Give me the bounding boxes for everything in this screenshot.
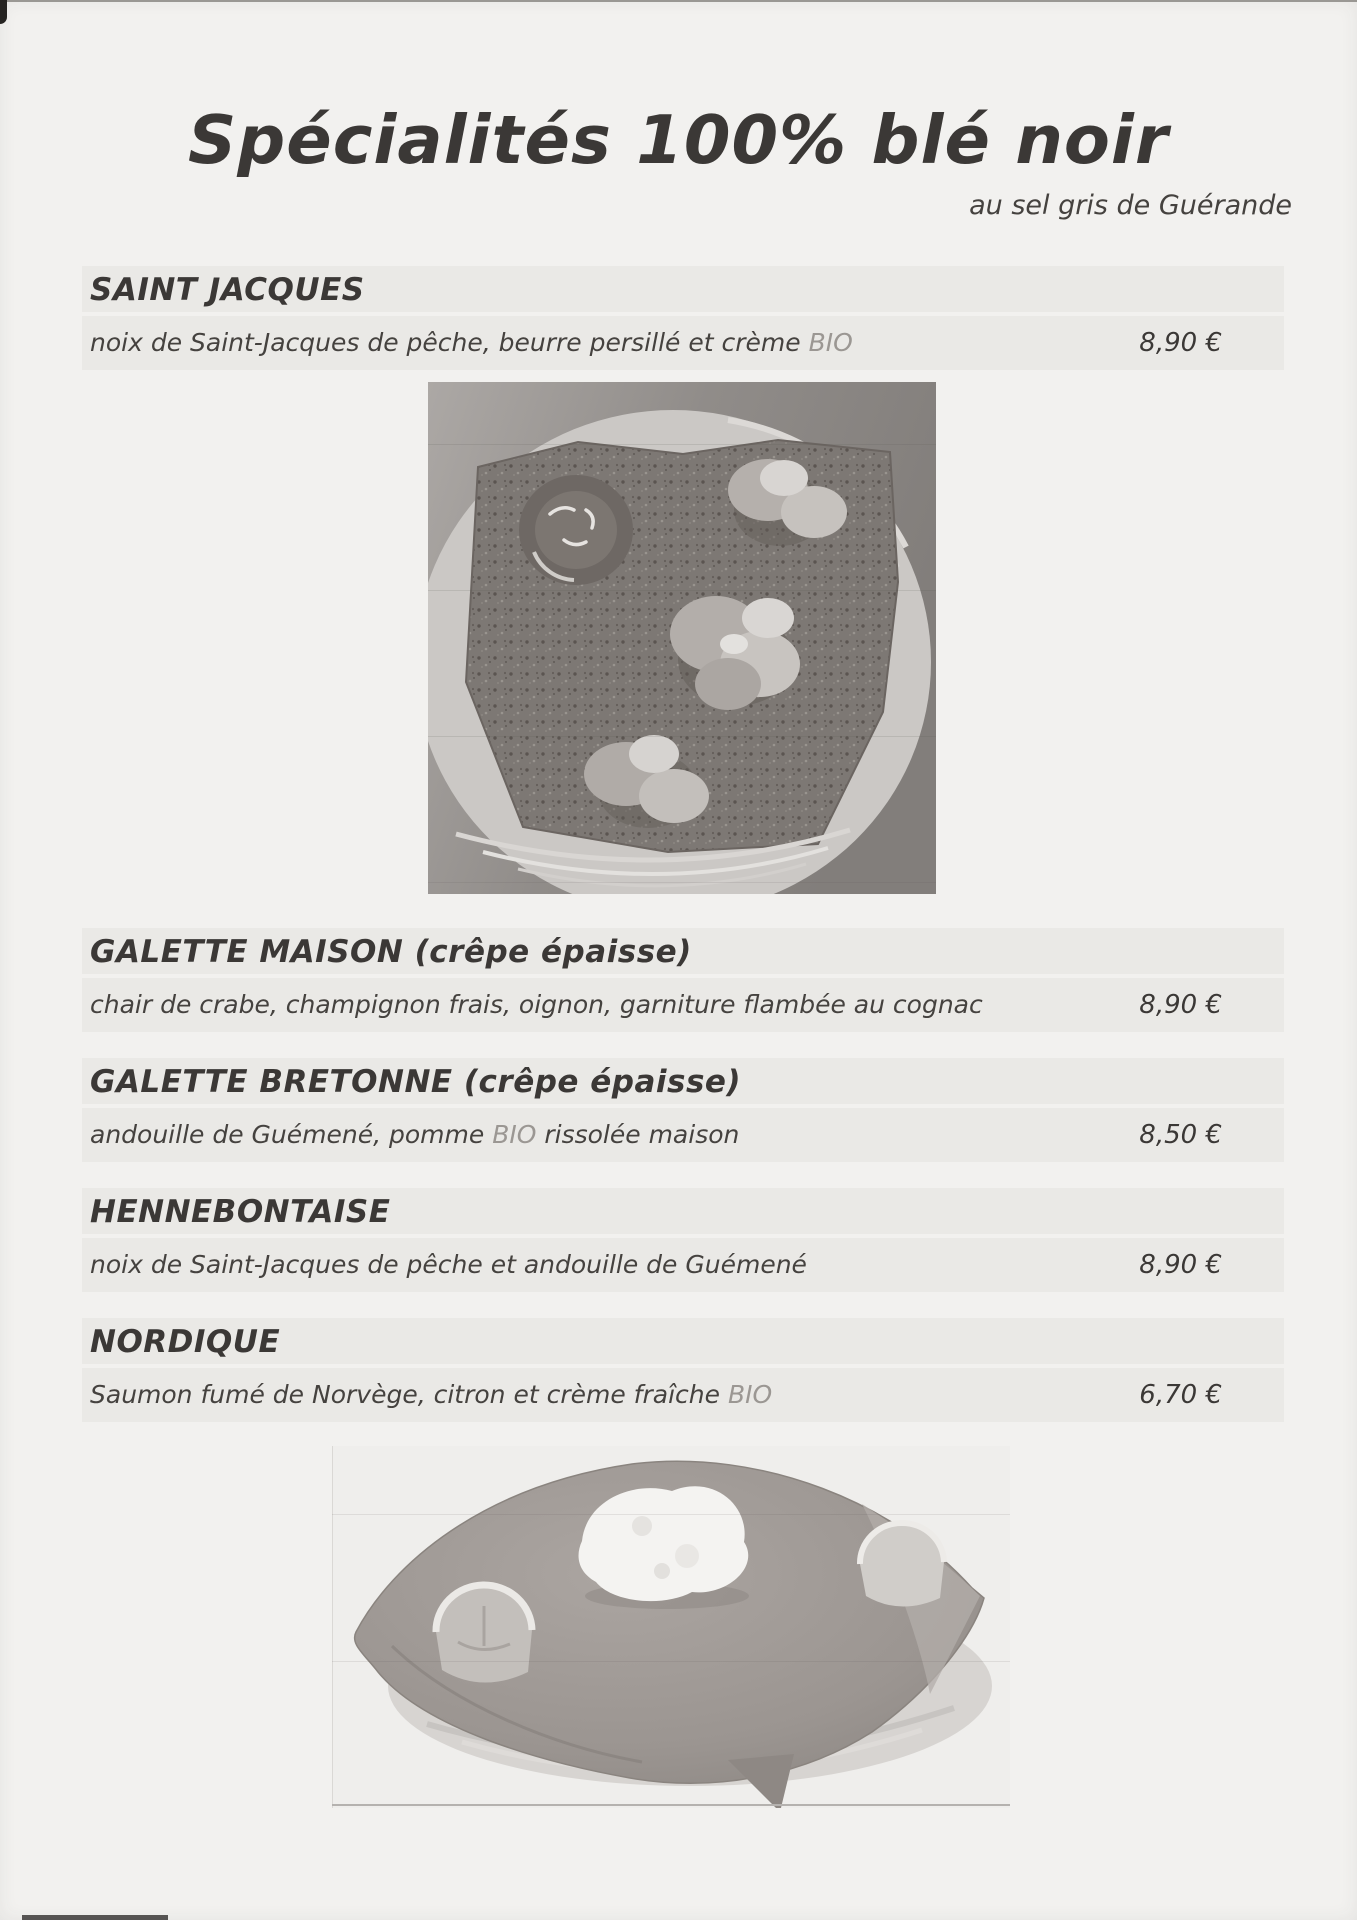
page-title: Spécialités 100% blé noir — [188, 100, 1169, 179]
item-name-band — [82, 1318, 1284, 1364]
item-description-band — [82, 1108, 1284, 1162]
bio-label: BIO — [727, 1380, 773, 1409]
description-text: noix de Saint-Jacques de pêche, beurre persillé et crème — [90, 328, 801, 357]
menu-item-price: 8,50 € — [1139, 1120, 1222, 1150]
item-name-band — [82, 1058, 1284, 1104]
item-name-band — [82, 1188, 1284, 1234]
description-text: chair de crabe, champignon frais, oignon, garniture flambée au cognac — [90, 990, 983, 1019]
menu-item-nordique — [82, 1318, 1284, 1422]
scan-corner-artifact — [0, 0, 7, 24]
menu-item-name: GALETTE MAISON (crêpe épaisse) — [90, 934, 692, 970]
menu-item-price: 8,90 € — [1139, 990, 1222, 1020]
menu-item-description — [82, 1238, 1284, 1292]
menu-item-description — [82, 1368, 1284, 1422]
description-text-after: rissolée maison — [544, 1120, 740, 1149]
item-name-band — [82, 266, 1284, 312]
menu-item-price: 6,70 € — [1139, 1380, 1222, 1410]
menu-item-name: SAINT JACQUES — [90, 272, 365, 308]
menu-item-saint-jacques — [82, 266, 1284, 370]
menu-item-name: HENNEBONTAISE — [90, 1194, 391, 1230]
lemon-wedge-right — [860, 1523, 944, 1607]
bio-label: BIO — [808, 328, 853, 357]
scan-edge-artifact — [0, 0, 1357, 2]
nordique-crepe-photo — [332, 1446, 1010, 1808]
item-description-band — [82, 978, 1284, 1032]
menu-item-description — [82, 1108, 1284, 1162]
menu-item-price: 8,90 € — [1139, 1250, 1222, 1280]
tomato-slice — [519, 475, 633, 585]
menu-item-name: NORDIQUE — [90, 1324, 281, 1360]
menu-item-description — [82, 978, 1284, 1032]
lemon-wedge-left — [436, 1585, 532, 1683]
page-subtitle: au sel gris de Guérande — [969, 190, 1292, 221]
cream-dollop — [579, 1486, 749, 1609]
description-text: noix de Saint-Jacques de pêche et andouille de Guémené — [90, 1250, 807, 1279]
description-text: andouille de Guémené, pomme — [90, 1120, 485, 1149]
menu-item-galette-bretonne — [82, 1058, 1284, 1162]
menu-item-hennebontaise — [82, 1188, 1284, 1292]
scan-edge-artifact-bottom — [22, 1915, 168, 1920]
item-description-band — [82, 1368, 1284, 1422]
bio-label: BIO — [492, 1120, 537, 1149]
saint-jacques-galette-photo — [428, 382, 936, 894]
item-description-band — [82, 1238, 1284, 1292]
menu-item-description — [82, 316, 1284, 370]
description-text: Saumon fumé de Norvège, citron et crème fraîche — [90, 1380, 720, 1409]
menu-item-name: GALETTE BRETONNE (crêpe épaisse) — [90, 1064, 742, 1100]
item-name-band — [82, 928, 1284, 974]
menu-item-price: 8,90 € — [1139, 328, 1222, 358]
menu-item-galette-maison — [82, 928, 1284, 1032]
item-description-band — [82, 316, 1284, 370]
